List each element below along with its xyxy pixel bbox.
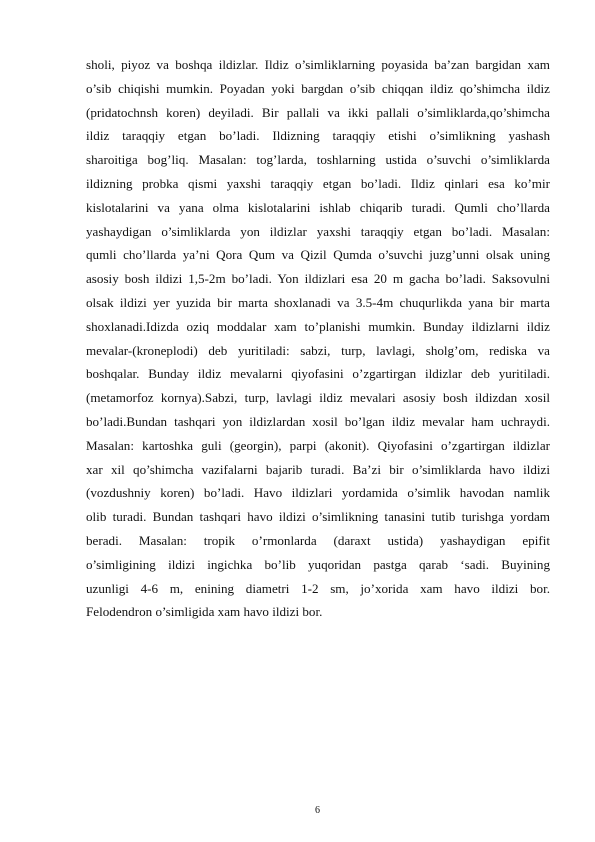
text-line-18: xar xil qo’shimcha vazifalarni bajarib turadi. Ba’zi bir o’simliklarda havo ildizi [86, 461, 550, 477]
text-line-9: qumli cho’llarda ya’ni Qora Qum va Qizil Qumda o’suvchi juzg’unni olsak uning [86, 247, 550, 263]
body-text [86, 53, 550, 624]
text-line-6: ildizning probka qismi yaxshi taraqqiy etgan bo’ladi. Ildiz qinlari esa ko’mir [86, 175, 550, 191]
text-line-21: beradi. Masalan: tropik o’rmonlarda (daraxt ustida) yashaydigan epifit [86, 532, 550, 548]
text-line-23: uzunligi 4-6 m, enining diametri 1-2 sm, jo’xorida xam havo ildizi bor. [86, 580, 550, 596]
text-line-1: sholi, piyoz va boshqa ildizlar. Ildiz o’simliklarning poyasida ba’zan bargidan xam [86, 57, 550, 72]
text-line-3: (pridatochnsh koren) deyiladi. Bir pallali va ikki pallali o’simliklarda,qo’shimcha [86, 104, 550, 120]
text-line-16: bo’ladi.Bundan tashqari yon ildizlardan xosil bo’lgan ildiz mevalar ham uchraydi. [86, 413, 550, 429]
text-line-14: boshqalar. Bunday ildiz mevalarni qiyofasini o’zgartirgan ildizlar deb yuritiladi. [86, 366, 550, 382]
text-line-15: (metamorfoz kornya).Sabzi, turp, lavlagi ildiz mevalari asosiy bosh ildizdan xosil [86, 390, 550, 406]
text-line-11: olsak ildizi yer yuzida bir marta shoxlanadi va 3.5-4m chuqurlikda yana bir marta [86, 294, 550, 310]
text-line-22: o’simligining ildizi ingichka bo’lib yuqoridan pastga qarab ‘sadi. Buyining [86, 556, 550, 572]
text-line-24: Felodendron o’simligida xam havo ildizi bor. [86, 604, 323, 620]
text-line-5: sharoitiga bog’liq. Masalan: tog’larda, toshlarning ustida o’suvchi o’simliklarda [86, 152, 550, 168]
text-line-20: olib turadi. Bundan tashqari havo ildizi o’simlikning tanasini tutib turishga yordam [86, 509, 550, 525]
page-number: 6 [315, 805, 320, 816]
text-line-12: shoxlanadi.Idizda oziq moddalar xam to’planishi mumkin. Bunday ildizlarni ildiz [86, 318, 550, 334]
text-line-19: (vozdushniy koren) bo’ladi. Havo ildizlari yordamida o’simlik havodan namlik [86, 485, 550, 501]
text-line-13: mevalar-(kroneplodi) deb yuritiladi: sabzi, turp, lavlagi, sholg’om, rediska va [86, 342, 550, 358]
text-line-7: kislotalarini va yana olma kislotalarini ishlab chiqarib turadi. Qumli cho’llarda [86, 199, 550, 215]
text-line-17: Masalan: kartoshka guli (georgin), parpi (akonit). Qiyofasini o’zgartirgan ildizlar [86, 437, 550, 453]
text-line-8: yashaydigan o’simliklarda yon ildizlar yaxshi taraqqiy etgan bo’ladi. Masalan: [86, 223, 550, 239]
text-line-10: asosiy bosh ildizi 1,5-2m bo’ladi. Yon ildizlari esa 20 m gacha bo’ladi. Saksovulni [86, 271, 550, 287]
text-line-2: o’sib chiqishi mumkin. Poyadan yoki bargdan o’sib chiqqan ildiz qo’shimcha ildiz [86, 80, 550, 96]
text-line-4: ildiz taraqqiy etgan bo’ladi. Ildizning taraqqiy etishi o’simlikning yashash [86, 128, 550, 144]
